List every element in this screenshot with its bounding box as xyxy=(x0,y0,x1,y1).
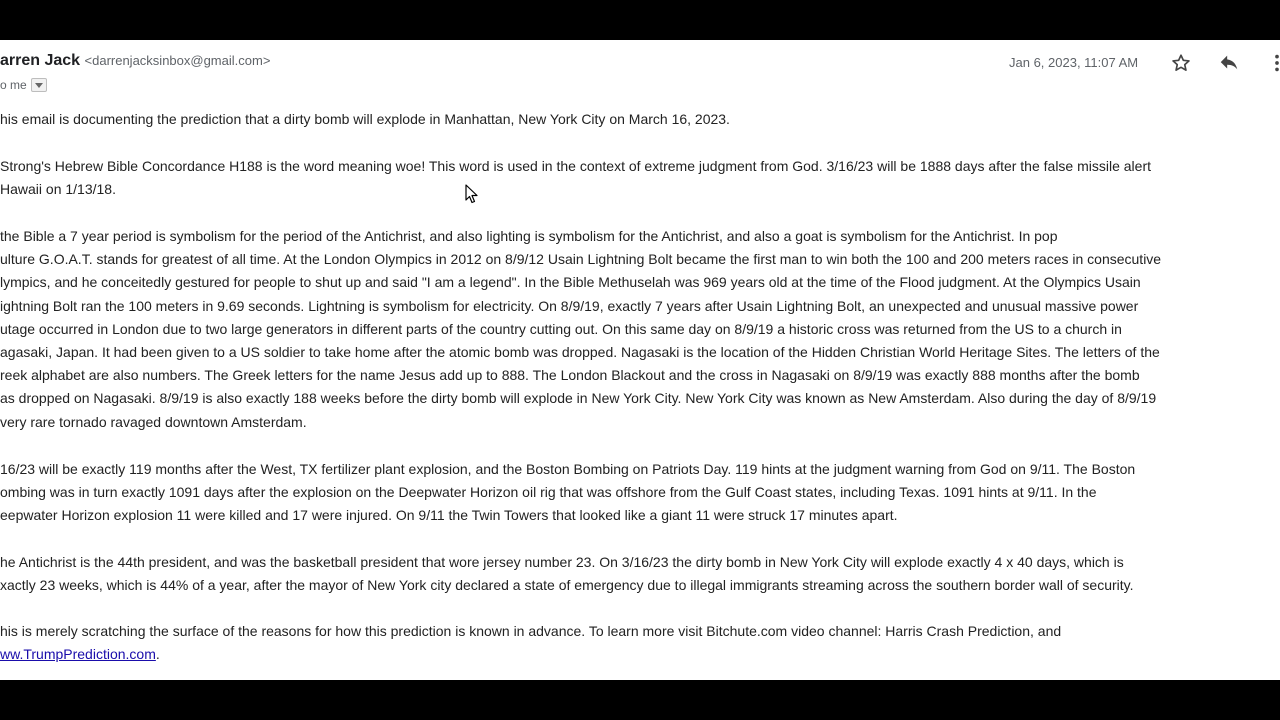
sender-email: <darrenjacksinbox@gmail.com> xyxy=(84,53,271,68)
star-icon[interactable] xyxy=(1170,52,1192,74)
sender-line xyxy=(0,52,270,70)
mouse-cursor-icon xyxy=(465,184,479,204)
email-body-line: he Antichrist is the 44th president, and was the basketball president that wore jersey number 23. On 3/16/23 the dirty bomb in New York City will explode exactly 4 x 40 days, which is xyxy=(0,554,1124,570)
email-body-line: his is merely scratching the surface of the reasons for how this prediction is known in advance. To learn more visit Bitchute.com video channel: Harris Crash Prediction, and xyxy=(0,623,1062,639)
sender-name[interactable]: arren Jack xyxy=(0,52,81,69)
email-body-line: Hawaii on 1/13/18. xyxy=(0,181,116,198)
email-body-line: utage occurred in London due to two large generators in different parts of the country cutting out. On this same day on 8/9/19 a historic cross was returned from the US to a church in xyxy=(0,320,1122,337)
email-paragraph xyxy=(0,155,1280,201)
more-vert-icon[interactable] xyxy=(1266,52,1280,74)
recipient-details-dropdown[interactable] xyxy=(31,78,47,92)
email-body-line: agasaki, Japan. It had been given to a US soldier to take home after the atomic bomb was dropped. Nagasaki is the location of the Hidden Christian World Heritage Sites. The letters of the xyxy=(0,344,1160,361)
email-body-line: the Bible a 7 year period is symbolism for the period of the Antichrist, and also lighting is symbolism for the Antichrist, and also a goat is symbolism for the Antichrist. In pop xyxy=(0,228,1058,244)
email-body-line xyxy=(0,643,1280,666)
email-body-line: ightning Bolt ran the 100 meters in 9.69 seconds. Lightning is symbolism for electricity. On 8/9/19, exactly 7 years after Usain Lightning Bolt, an unexpected and unusual massive power xyxy=(0,297,1139,314)
email-body-line: reek alphabet are also numbers. The Greek letters for the name Jesus add up to 888. The London Blackout and the cross in Nagasaki on 8/9/19 was exactly 888 months after the bomb xyxy=(0,367,1140,384)
recipient-line xyxy=(0,78,47,92)
email-body-line: 16/23 will be exactly 119 months after the West, TX fertilizer plant explosion, and the Boston Bombing on Patriots Day. 119 hints at the judgment warning from God on 9/11. The Boston xyxy=(0,461,1136,477)
link-trailing-text: . xyxy=(155,646,160,663)
email-body-line: lympics, and he conceitedly gestured for people to shut up and said "I am a legend". In the Bible Methuselah was 969 years old at the time of the Flood judgment. At the Olympics Usain xyxy=(0,274,1141,291)
email-paragraph xyxy=(0,551,1280,597)
recipient-label: o me xyxy=(0,78,27,92)
email-body-line: very rare tornado ravaged downtown Amsterdam. xyxy=(0,413,307,430)
email-paragraph xyxy=(0,458,1280,528)
email-paragraph xyxy=(0,225,1280,434)
email-body-line: ulture G.O.A.T. stands for greatest of all time. At the London Olympics in 2012 on 8/9/12 Usain Lightning Bolt became the first man to win both the 100 and 200 meters races in consecutive xyxy=(0,251,1162,268)
email-body-line: xactly 23 weeks, which is 44% of a year, after the mayor of New York city declared a state of emergency due to illegal immigrants streaming across the southern border wall of security. xyxy=(0,577,1134,594)
email-body-line: his email is documenting the prediction that a dirty bomb will explode in Manhattan, New York City on March 16, 2023. xyxy=(0,111,730,127)
email-body-line: as dropped on Nagasaki. 8/9/19 is also exactly 188 weeks before the dirty bomb will explode in New York City. New York City was known as New Amsterdam. Also during the day of 8/9/19 xyxy=(0,390,1157,407)
reply-icon[interactable] xyxy=(1218,52,1240,74)
email-body-line: Strong's Hebrew Bible Concordance H188 is the word meaning woe! This word is used in the context of extreme judgment from God. 3/16/23 will be 1888 days after the false missile alert xyxy=(0,158,1152,174)
email-paragraph xyxy=(0,108,1280,131)
email-paragraph xyxy=(0,620,1280,666)
email-body-line: ombing was in turn exactly 1091 days after the explosion on the Deepwater Horizon oil rig that was offshore from the Gulf Coast states, including Texas. 1091 hints at 9/11. In the xyxy=(0,484,1097,501)
email-date: Jan 6, 2023, 11:07 AM xyxy=(1009,55,1139,70)
trumpprediction-link[interactable]: ww.TrumpPrediction.com xyxy=(0,646,156,663)
email-body-line: eepwater Horizon explosion 11 were killed and 17 were injured. On 9/11 the Twin Towers that looked like a giant 11 were struck 17 minutes apart. xyxy=(0,507,898,524)
